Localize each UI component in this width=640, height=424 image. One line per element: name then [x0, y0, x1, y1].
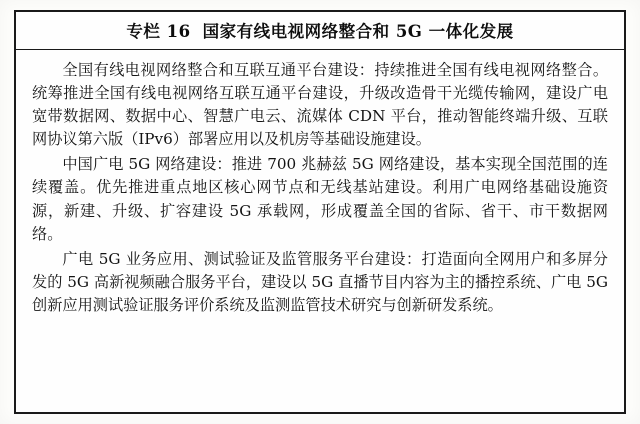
paragraph: 广电 5G 业务应用、测试验证及监管服务平台建设：打造面向全网用户和多屏分发的 5G 高新视频融合服务平台，建设以 5G 直播节目内容为主的播控系统、广电 5G 创新应用测试验证服务评价系统及监测监管技术研究与创新研发系统。 — [32, 249, 608, 314]
paragraph: 全国有线电视网络整合和互联互通平台建设：持续推进全国有线电视网络整合。统筹推进全国有线电视网络互联互通平台建设，升级改造骨干光缆传输网，建设广电宽带数据网、数据中心、智慧广电云、流媒体 CDN 平台，推动智能终端升级、互联网协议第六版（IPv6）部署应用以及机房等基础设施建设。 — [32, 61, 608, 149]
box-body — [16, 50, 624, 412]
paragraph: 中国广电 5G 网络建设：推进 700 兆赫兹 5G 网络建设，基本实现全国范围的连续覆盖。优先推进重点地区核心网节点和无线基站建设。利用广电网络基础设施资源，新建、升级、扩容建设 5G 承载网，形成覆盖全国的省际、省干、市干数据网络。 — [32, 155, 608, 243]
box-title-bar — [16, 12, 624, 50]
box-heading: 国家有线电视网络整合和 5G 一体化发展 — [202, 22, 514, 41]
callout-box — [14, 10, 626, 414]
box-number: 专栏 16 — [126, 22, 191, 41]
